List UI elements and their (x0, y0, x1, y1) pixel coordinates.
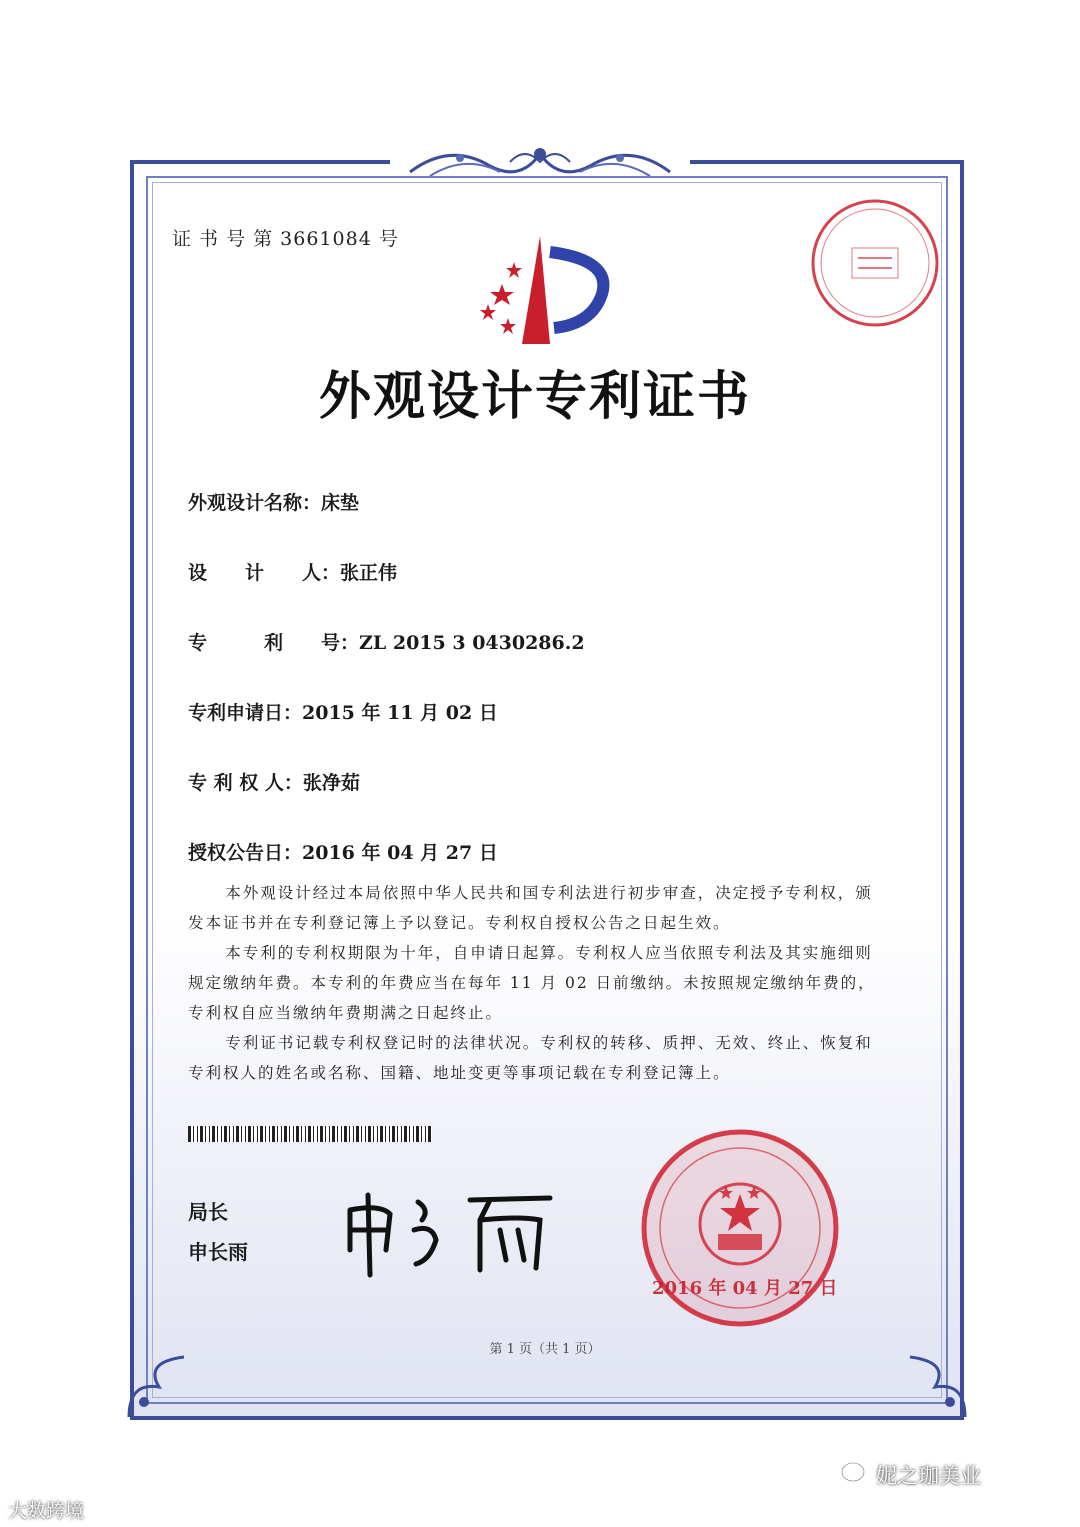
field-value: 床垫 (321, 492, 360, 514)
barcode-bar (421, 1126, 422, 1142)
barcode-bar (224, 1126, 227, 1142)
barcode-bar (229, 1126, 230, 1142)
wechat-icon (840, 1460, 874, 1488)
barcode-bar (368, 1126, 371, 1142)
barcode-bar (296, 1126, 299, 1142)
field-value: 张净茹 (302, 772, 360, 794)
barcode-bar (428, 1126, 431, 1142)
barcode-bar (193, 1126, 194, 1142)
barcode-bar (217, 1126, 218, 1142)
field-label: 专 利 权 人： (188, 772, 303, 794)
director-name: 申长雨 (188, 1240, 248, 1264)
field-label: 外观设计名称： (188, 492, 322, 514)
field-patent-number (188, 628, 585, 655)
field-label: 设 计 人： (188, 562, 341, 584)
barcode-bar (392, 1126, 395, 1142)
barcode-bar (236, 1126, 239, 1142)
barcode-bar (397, 1126, 398, 1142)
barcode-bar (241, 1126, 242, 1142)
certificate-number: 证 书 号 第 3661084 号 (172, 228, 399, 250)
field-patentee (188, 768, 360, 795)
barcode-bar (380, 1126, 383, 1142)
field-value: 2015 年 11 月 02 日 (302, 702, 498, 724)
barcode-bar (205, 1126, 206, 1142)
barcode-bar (317, 1126, 318, 1142)
field-label: 专 利 号： (188, 632, 360, 654)
barcode-bar (293, 1126, 294, 1142)
field-application-date (188, 698, 498, 725)
barcode-bar (308, 1126, 311, 1142)
field-label: 专利申请日： (188, 702, 303, 724)
field-value: 张正伟 (340, 562, 398, 584)
barcode-bar (356, 1126, 359, 1142)
field-grant-date (188, 838, 498, 865)
page-indicator: 第 1 页（共 1 页） (489, 1342, 601, 1357)
field-label: 授权公告日： (188, 842, 303, 864)
barcode-bar (337, 1126, 338, 1142)
barcode-bar (188, 1126, 191, 1142)
corner-ornament-icon (900, 1352, 970, 1422)
watermark-right: 妮之珈美业 (876, 1464, 981, 1488)
barcode-bar (200, 1126, 203, 1142)
barcode-bar (277, 1126, 278, 1142)
barcode-bar (212, 1126, 215, 1142)
certificate-body (188, 878, 888, 1088)
barcode-bar (341, 1126, 342, 1142)
barcode-bar (245, 1126, 246, 1142)
barcode-bar (320, 1126, 323, 1142)
barcode-bar (233, 1126, 234, 1142)
field-value: ZL 2015 3 0430286.2 (359, 632, 585, 654)
barcode-bar (265, 1126, 266, 1142)
patent-office-emblem-icon (462, 232, 622, 352)
barcode-bar (349, 1126, 350, 1142)
printing-seal-icon (808, 196, 943, 331)
seal-date: 2016 年 04 月 27 日 (652, 1278, 838, 1299)
watermark-left: 大数跨境 (8, 1500, 85, 1522)
barcode-bar (413, 1126, 414, 1142)
top-ornament-icon (390, 132, 690, 192)
body-paragraph: 本外观设计经过本局依照中华人民共和国专利法进行初步审查，决定授予专利权，颁发本证书并在专利登记簿上予以登记。专利权自授权公告之日起生效。 (188, 884, 873, 932)
barcode-bar (325, 1126, 326, 1142)
barcode-bar (253, 1126, 254, 1142)
barcode-bar (284, 1126, 287, 1142)
barcode-bar (221, 1126, 222, 1142)
barcode-bar (425, 1126, 426, 1142)
barcode-bar (409, 1126, 410, 1142)
barcode-bar (401, 1126, 402, 1142)
barcode-bar (332, 1126, 335, 1142)
barcode-bar (365, 1126, 366, 1142)
barcode-bar (305, 1126, 306, 1142)
barcode-bar (416, 1126, 419, 1142)
barcode-bar (248, 1126, 251, 1142)
body-paragraph: 专利证书记载专利权登记时的法律状况。专利权的转移、质押、无效、终止、恢复和专利权人的姓名或名称、国籍、地址变更等事项记载在专利登记簿上。 (188, 1034, 873, 1082)
corner-ornament-icon (124, 1352, 194, 1422)
barcode-bar (301, 1126, 302, 1142)
barcode-bar (385, 1126, 386, 1142)
barcode-bar (272, 1126, 275, 1142)
barcode-bar (269, 1126, 270, 1142)
barcode-bar (377, 1126, 378, 1142)
barcode-bar (353, 1126, 354, 1142)
barcode-bar (260, 1126, 263, 1142)
field-designer (188, 558, 397, 585)
barcode-bar (289, 1126, 290, 1142)
barcode-bar (389, 1126, 390, 1142)
barcode-bar (344, 1126, 347, 1142)
barcode-bar (361, 1126, 362, 1142)
barcode-bar (404, 1126, 407, 1142)
barcode-bar (373, 1126, 374, 1142)
field-value: 2016 年 04 月 27 日 (302, 842, 498, 864)
barcode-bar (329, 1126, 330, 1142)
director-title: 局长 (188, 1200, 228, 1224)
barcode-bar (197, 1126, 198, 1142)
field-design-name (188, 488, 359, 515)
barcode (188, 1126, 432, 1142)
body-paragraph: 本专利的专利权期限为十年，自申请日起算。专利权人应当依照专利法及其实施细则规定缴纳年费。本专利的年费应当在每年 11 月 02 日前缴纳。未按照规定缴纳年费的，专利权自应当缴纳年费期满之日起终止。 (188, 944, 876, 1022)
director-signature (340, 1180, 560, 1280)
barcode-bar (257, 1126, 258, 1142)
barcode-bar (281, 1126, 282, 1142)
certificate-title: 外观设计专利证书 (318, 366, 751, 427)
barcode-bar (209, 1126, 210, 1142)
barcode-bar (313, 1126, 314, 1142)
